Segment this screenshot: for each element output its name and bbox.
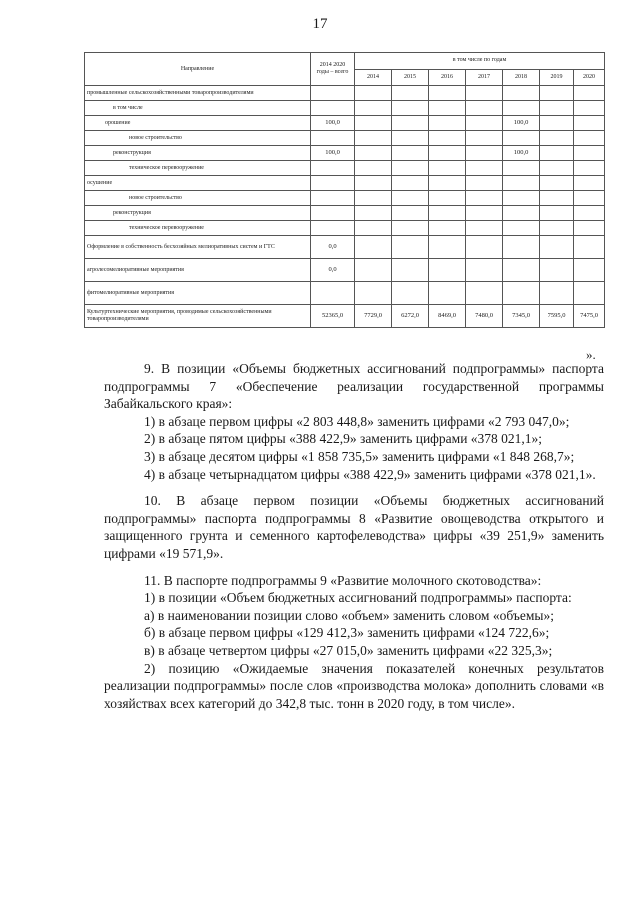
cell-year-value: 100,0	[503, 146, 540, 161]
cell-year-value	[392, 101, 429, 116]
cell-year-value	[503, 101, 540, 116]
cell-year-value	[355, 101, 392, 116]
table-row	[85, 161, 605, 176]
cell-year-value	[429, 282, 466, 305]
cell-year-value	[429, 259, 466, 282]
paragraph: 3) в абзаце десятом цифры «1 858 735,5» заменить цифрами «1 848 268,7»;	[144, 448, 575, 464]
paragraph: 4) в абзаце четырнадцатом цифры «388 422,9» заменить цифрами «378 021,1».	[144, 466, 596, 482]
cell-year-value	[503, 282, 540, 305]
cell-year-value	[540, 161, 574, 176]
row-label: техническое перевооружение	[85, 161, 311, 176]
table-row	[85, 221, 605, 236]
row-label: Оформление в собственность бесхозяйных мелиоративных систем и ГТС	[85, 236, 311, 259]
row-label: промышленные сельскохозяйственными товаропроизводителями	[85, 86, 311, 101]
cell-year-value	[574, 191, 605, 206]
row-label: осушение	[85, 176, 311, 191]
cell-year-value	[392, 259, 429, 282]
cell-year-value	[355, 191, 392, 206]
amendment-text	[104, 360, 604, 712]
cell-year-value	[503, 161, 540, 176]
table-row	[85, 259, 605, 282]
cell-year-value	[392, 206, 429, 221]
cell-year-value	[540, 116, 574, 131]
cell-total	[311, 191, 355, 206]
row-label: реконструкция	[85, 146, 311, 161]
cell-year-value	[392, 116, 429, 131]
cell-year-value: 7729,0	[355, 305, 392, 328]
cell-year-value	[540, 101, 574, 116]
cell-year-value	[574, 101, 605, 116]
cell-year-value	[574, 221, 605, 236]
cell-total: 0,0	[311, 259, 355, 282]
cell-year-value	[355, 161, 392, 176]
row-label: новое строительство	[85, 191, 311, 206]
cell-year-value	[574, 206, 605, 221]
header-year: 2017	[466, 69, 503, 86]
cell-year-value: 7595,0	[540, 305, 574, 328]
cell-year-value	[429, 116, 466, 131]
cell-year-value	[574, 131, 605, 146]
cell-year-value	[540, 221, 574, 236]
cell-total	[311, 176, 355, 191]
cell-year-value	[503, 206, 540, 221]
header-year: 2014	[355, 69, 392, 86]
cell-year-value	[392, 86, 429, 101]
paragraph: в) в абзаце четвертом цифры «27 015,0» заменить цифрами «22 325,3»;	[144, 642, 553, 658]
table-row	[85, 131, 605, 146]
cell-year-value	[540, 86, 574, 101]
paragraph: 2) в абзаце пятом цифры «388 422,9» заменить цифрами «378 021,1»;	[144, 431, 543, 447]
paragraph: а) в наименовании позиции слово «объем» заменить словом «объемы»;	[144, 607, 554, 623]
cell-year-value	[466, 116, 503, 131]
cell-year-value	[392, 161, 429, 176]
cell-total	[311, 206, 355, 221]
cell-year-value	[574, 236, 605, 259]
cell-year-value	[355, 86, 392, 101]
cell-total	[311, 101, 355, 116]
row-label: Культуртехнические мероприятия, проводимые сельскохозяйственными товаропроизводителями	[85, 305, 311, 328]
paragraph: б) в абзаце первом цифры «129 412,3» заменить цифрами «124 722,6»;	[144, 625, 550, 641]
cell-total	[311, 282, 355, 305]
header-total: 2014 2020 годы – всего	[311, 53, 355, 86]
cell-year-value	[540, 236, 574, 259]
cell-year-value	[355, 116, 392, 131]
cell-year-value	[429, 101, 466, 116]
table-row	[85, 116, 605, 131]
table-row	[85, 305, 605, 328]
cell-year-value	[466, 146, 503, 161]
paragraph: 1) в позиции «Объем бюджетных ассигнований подпрограммы» паспорта:	[144, 590, 572, 606]
cell-total: 100,0	[311, 146, 355, 161]
table-row	[85, 86, 605, 101]
paragraph: 10. В абзаце первом позиции «Объемы бюджетных ассигнований подпрограммы» паспорта подпрограммы 8 «Развитие овощеводства открытого и защищенного грунта и семенного картофелеводства» цифры «39 251,9» заменить цифрами «19 571,9».	[104, 493, 604, 561]
header-year: 2016	[429, 69, 466, 86]
cell-year-value	[574, 176, 605, 191]
cell-year-value	[574, 116, 605, 131]
header-year: 2015	[392, 69, 429, 86]
table-row	[85, 101, 605, 116]
cell-year-value	[355, 282, 392, 305]
header-years-group: в том числе по годам	[355, 53, 605, 70]
cell-year-value	[540, 191, 574, 206]
cell-year-value	[429, 206, 466, 221]
cell-total	[311, 131, 355, 146]
cell-year-value	[574, 86, 605, 101]
cell-year-value	[466, 161, 503, 176]
cell-year-value: 7345,0	[503, 305, 540, 328]
cell-year-value	[355, 131, 392, 146]
cell-year-value	[574, 282, 605, 305]
table-row	[85, 236, 605, 259]
cell-year-value	[503, 191, 540, 206]
table-row	[85, 176, 605, 191]
header-direction: Направление	[85, 53, 311, 86]
cell-year-value	[355, 236, 392, 259]
cell-year-value	[466, 259, 503, 282]
cell-year-value	[540, 146, 574, 161]
table-row	[85, 146, 605, 161]
cell-year-value	[574, 259, 605, 282]
cell-year-value	[392, 191, 429, 206]
header-year: 2018	[503, 69, 540, 86]
cell-total	[311, 221, 355, 236]
cell-year-value	[429, 221, 466, 236]
cell-year-value: 8469,0	[429, 305, 466, 328]
table-row	[85, 191, 605, 206]
cell-year-value	[503, 221, 540, 236]
cell-year-value: 100,0	[503, 116, 540, 131]
cell-year-value	[429, 86, 466, 101]
cell-year-value	[466, 86, 503, 101]
row-label: реконструкция	[85, 206, 311, 221]
row-label: агролесомелиоративные мероприятия	[85, 259, 311, 282]
cell-year-value	[466, 131, 503, 146]
cell-year-value	[540, 282, 574, 305]
row-label: в том числе	[85, 101, 311, 116]
closing-quote: ».	[586, 347, 596, 362]
table-body	[85, 86, 605, 328]
cell-year-value	[355, 206, 392, 221]
cell-year-value	[429, 191, 466, 206]
cell-year-value	[503, 86, 540, 101]
cell-year-value	[392, 236, 429, 259]
cell-total	[311, 86, 355, 101]
cell-year-value	[429, 236, 466, 259]
header-year: 2020	[574, 69, 605, 86]
cell-year-value	[355, 146, 392, 161]
cell-year-value	[429, 176, 466, 191]
row-label: орошение	[85, 116, 311, 131]
cell-year-value	[466, 221, 503, 236]
paragraph: 11. В паспорте подпрограммы 9 «Развитие молочного скотоводства»:	[144, 572, 542, 588]
cell-total: 52365,0	[311, 305, 355, 328]
cell-year-value	[503, 176, 540, 191]
cell-year-value	[574, 161, 605, 176]
cell-year-value	[392, 176, 429, 191]
cell-year-value	[429, 146, 466, 161]
cell-year-value	[503, 131, 540, 146]
paragraph: 1) в абзаце первом цифры «2 803 448,8» заменить цифрами «2 793 047,0»;	[144, 413, 570, 429]
cell-year-value	[503, 259, 540, 282]
cell-year-value: 7480,0	[466, 305, 503, 328]
cell-year-value	[466, 191, 503, 206]
paragraph: 9. В позиции «Объемы бюджетных ассигнований подпрограммы» паспорта подпрограммы 7 «Обеспечение реализации государственной программы Забайкальского края»:	[104, 361, 604, 412]
cell-total: 0,0	[311, 236, 355, 259]
cell-total	[311, 161, 355, 176]
table-row	[85, 282, 605, 305]
cell-year-value	[466, 176, 503, 191]
header-year: 2019	[540, 69, 574, 86]
cell-total: 100,0	[311, 116, 355, 131]
cell-year-value	[429, 131, 466, 146]
cell-year-value	[540, 176, 574, 191]
paragraph: 2) позицию «Ожидаемые значения показателей конечных результатов реализации подпрограммы» после слов «производства молока» дополнить словами «в хозяйствах всех категорий до 342,8 тыс. тонн в 2020 году, в том числе».	[104, 660, 604, 711]
row-label: техническое перевооружение	[85, 221, 311, 236]
cell-year-value	[392, 221, 429, 236]
page-number: 17	[312, 16, 328, 32]
cell-year-value	[355, 259, 392, 282]
row-label: новое строительство	[85, 131, 311, 146]
cell-year-value	[392, 146, 429, 161]
budget-table	[84, 52, 605, 328]
cell-year-value: 7475,0	[574, 305, 605, 328]
cell-year-value	[466, 101, 503, 116]
cell-year-value	[355, 176, 392, 191]
row-label: фитомелиоративные мероприятия	[85, 282, 311, 305]
cell-year-value	[503, 236, 540, 259]
cell-year-value	[574, 146, 605, 161]
cell-year-value	[392, 282, 429, 305]
cell-year-value	[466, 282, 503, 305]
cell-year-value: 6272,0	[392, 305, 429, 328]
cell-year-value	[540, 131, 574, 146]
cell-year-value	[355, 221, 392, 236]
cell-year-value	[466, 236, 503, 259]
cell-year-value	[429, 161, 466, 176]
cell-year-value	[540, 259, 574, 282]
cell-year-value	[540, 206, 574, 221]
cell-year-value	[466, 206, 503, 221]
cell-year-value	[392, 131, 429, 146]
table-row	[85, 206, 605, 221]
